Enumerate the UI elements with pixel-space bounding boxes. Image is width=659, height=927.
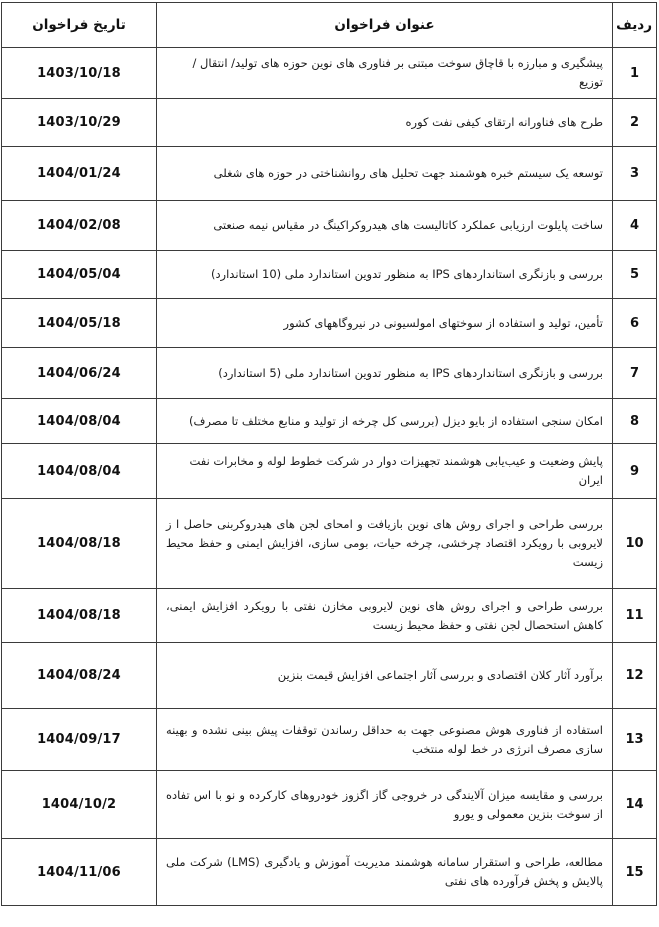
header-row-number: ردیف — [613, 3, 657, 48]
call-date-cell: 1404/08/04 — [2, 399, 157, 444]
call-date-cell: 1404/05/04 — [2, 251, 157, 299]
table-row — [2, 771, 657, 839]
row-number-cell: 7 — [613, 348, 657, 399]
table-row — [2, 643, 657, 709]
table-row — [2, 299, 657, 348]
row-number-cell: 9 — [613, 444, 657, 499]
table-row — [2, 48, 657, 99]
call-date-cell: 1404/08/18 — [2, 589, 157, 643]
call-date-cell: 1404/11/06 — [2, 839, 157, 906]
table-row — [2, 147, 657, 201]
table-header-row — [2, 3, 657, 48]
row-number-cell: 13 — [613, 709, 657, 771]
row-number-cell: 3 — [613, 147, 657, 201]
call-title-cell: استفاده از فناوری هوش مصنوعی جهت به حداقل رساندن توقفات پیش بینی نشده و بهینه سازی مصرف انرژی در خط لوله منتخب — [157, 709, 613, 771]
table-row — [2, 399, 657, 444]
call-title-cell: امکان سنجی استفاده از بایو دیزل (بررسی کل چرخه از تولید و منابع مختلف تا مصرف) — [157, 399, 613, 444]
call-date-cell: 1404/09/17 — [2, 709, 157, 771]
call-title-cell: پیشگیری و مبارزه با قاچاق سوخت مبتنی بر فناوری های نوین حوزه های تولید/ انتقال / توزیع — [157, 48, 613, 99]
row-number-cell: 11 — [613, 589, 657, 643]
call-title-cell: بررسی طراحی و اجرای روش های نوین لایروبی مخازن نفتی با رویکرد افزایش ایمنی، کاهش استحصال لجن نفتی و حفظ محیط زیست — [157, 589, 613, 643]
table-row — [2, 499, 657, 589]
call-title-cell: بررسی طراحی و اجرای روش های نوین بازیافت و امحای لجن های هیدروکربنی حاصل ا ز لایروبی با رویکرد اقتصاد چرخشی، چرخه حیات، بومی سازی، افزایش ایمنی و حفظ محیط زیست — [157, 499, 613, 589]
call-date-cell: 1403/10/18 — [2, 48, 157, 99]
call-date-cell: 1404/10/2 — [2, 771, 157, 839]
table-row — [2, 709, 657, 771]
table-row — [2, 839, 657, 906]
row-number-cell: 1 — [613, 48, 657, 99]
row-number-cell: 15 — [613, 839, 657, 906]
call-title-cell: ساخت پایلوت ارزیابی عملکرد کاتالیست های هیدروکراکینگ در مقیاس نیمه صنعتی — [157, 201, 613, 251]
row-number-cell: 8 — [613, 399, 657, 444]
row-number-cell: 12 — [613, 643, 657, 709]
call-title-cell: توسعه یک سیستم خبره هوشمند جهت تحلیل های روانشناختی در حوزه های شغلی — [157, 147, 613, 201]
table-row — [2, 589, 657, 643]
table-row — [2, 201, 657, 251]
call-title-cell: مطالعه، طراحی و استقرار سامانه هوشمند مدیریت آموزش و یادگیری (LMS) شرکت ملی پالایش و پخش فرآورده های نفتی — [157, 839, 613, 906]
call-title-cell: پایش وضعیت و عیب‌یابی هوشمند تجهیزات دوار در شرکت خطوط لوله و مخابرات نفت ایران — [157, 444, 613, 499]
call-title-cell: بررسی و بازنگری استانداردهای IPS به منظور تدوین استاندارد ملی (5 استاندارد) — [157, 348, 613, 399]
call-date-cell: 1404/01/24 — [2, 147, 157, 201]
row-number-cell: 14 — [613, 771, 657, 839]
call-date-cell: 1404/08/24 — [2, 643, 157, 709]
call-date-cell: 1404/05/18 — [2, 299, 157, 348]
table-row — [2, 348, 657, 399]
calls-table — [1, 2, 657, 906]
row-number-cell: 5 — [613, 251, 657, 299]
row-number-cell: 2 — [613, 99, 657, 147]
call-date-cell: 1403/10/29 — [2, 99, 157, 147]
call-date-cell: 1404/08/04 — [2, 444, 157, 499]
call-date-cell: 1404/02/08 — [2, 201, 157, 251]
call-title-cell: بررسی و بازنگری استانداردهای IPS به منظور تدوین استاندارد ملی (10 استاندارد) — [157, 251, 613, 299]
row-number-cell: 10 — [613, 499, 657, 589]
table-row — [2, 444, 657, 499]
table-row — [2, 99, 657, 147]
table-row — [2, 251, 657, 299]
call-title-cell: طرح های فناورانه ارتقای کیفی نفت کوره — [157, 99, 613, 147]
header-call-title: عنوان فراخوان — [157, 3, 613, 48]
row-number-cell: 6 — [613, 299, 657, 348]
call-date-cell: 1404/08/18 — [2, 499, 157, 589]
call-title-cell: برآورد آثار کلان اقتصادی و بررسی آثار اجتماعی افزایش قیمت بنزین — [157, 643, 613, 709]
row-number-cell: 4 — [613, 201, 657, 251]
call-title-cell: بررسی و مقایسه میزان آلایندگی در خروجی گاز اگزوز خودروهای کارکرده و نو با اس تفاده از سوخت بنزین معمولی و یورو — [157, 771, 613, 839]
header-call-date: تاریخ فراخوان — [2, 3, 157, 48]
call-title-cell: تأمین، تولید و استفاده از سوختهای امولسیونی در نیروگاههای کشور — [157, 299, 613, 348]
call-date-cell: 1404/06/24 — [2, 348, 157, 399]
